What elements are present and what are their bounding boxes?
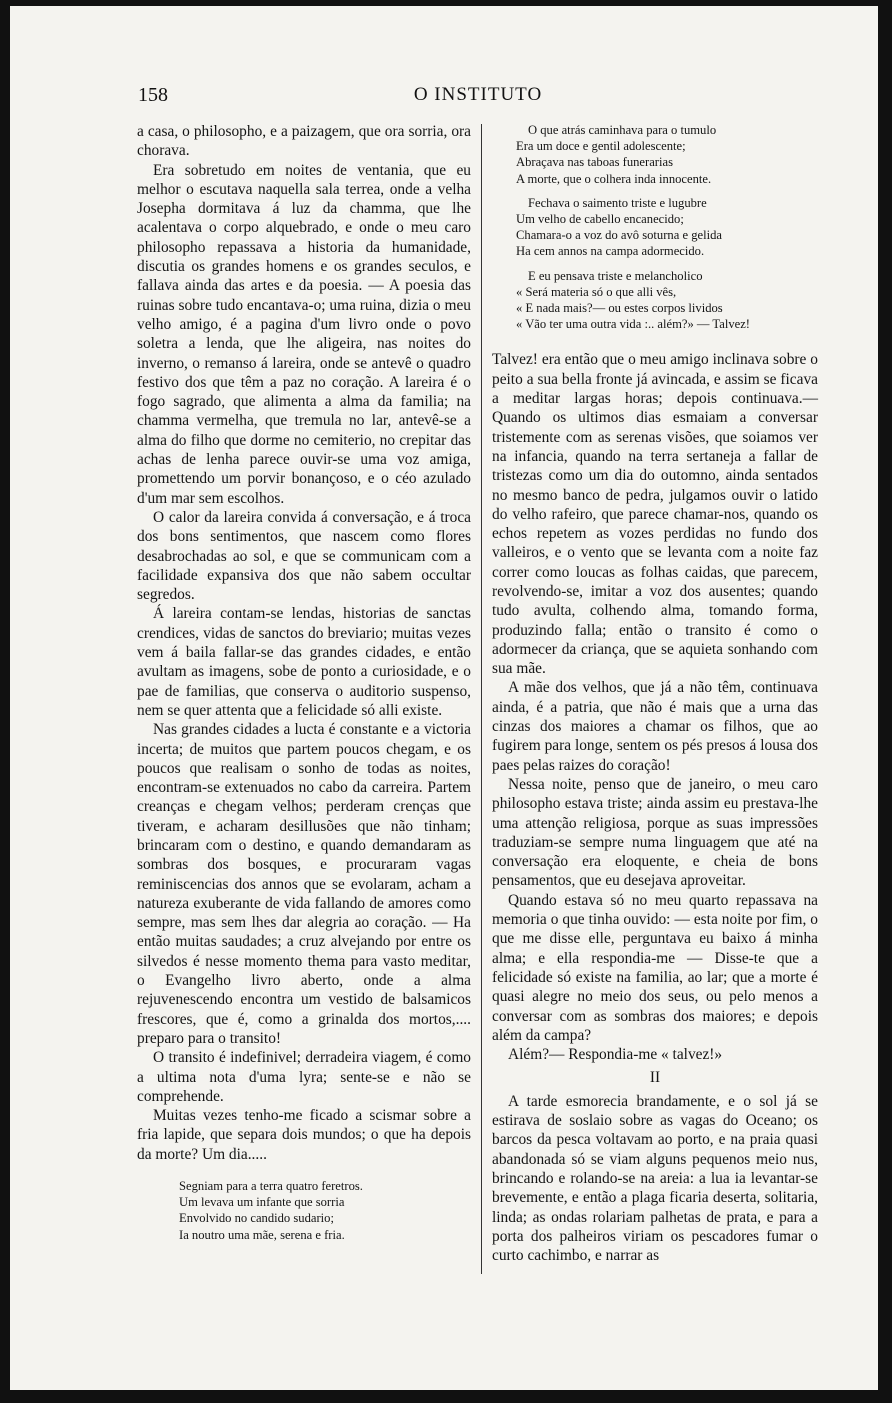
page-number: 158 (138, 84, 168, 106)
paragraph: O transito é indefinivel; derradeira viagem, é como a ultima nota d'uma lyra; sente-se e não se comprehende. (137, 1049, 471, 1105)
verse-line: E eu pensava triste e melancholico (528, 268, 703, 283)
verse-line: Ha cem annos na campa adormecido. (516, 244, 705, 259)
right-column (492, 122, 818, 1265)
column-divider (481, 124, 482, 1274)
document-page (10, 6, 878, 1390)
verse-line: O que atrás caminhava para o tumulo (528, 123, 717, 137)
verse-line: Um velho de cabello encanecido; (516, 212, 684, 227)
poem-stanza (179, 1178, 471, 1243)
verse-line: A morte, que o colhera inda innocente. (516, 171, 712, 186)
poem-stanza (516, 195, 818, 260)
poem-stanza (516, 122, 818, 187)
section-heading: II (649, 1069, 661, 1087)
paragraph: A mãe dos velhos, que já a não têm, continuava ainda, é a patria, que não é mais que a urna das cinzas dos maiores a chamar os filhos, que ao fugirem para longe, sentem os pés presos á lousa dos paes pelas raizes do coração! (492, 679, 818, 774)
poem-stanza (516, 268, 818, 333)
spacer (492, 340, 818, 350)
verse-line: Abraçava nas taboas funerarias (516, 155, 673, 170)
verse-line: Envolvido no candido sudario; (179, 1211, 334, 1226)
paragraph: Nessa noite, penso que de janeiro, o meu caro philosopho estava triste; ainda assim eu prestava-lhe uma attenção religiosa, porque as suas impressões traduziam-se sempre numa linguagem que até na conversação era eloquente, e cheia de bons pensamentos, que eu desejava aproveitar. (492, 775, 818, 890)
verse-line: « E nada mais?— ou estes corpos lividos (516, 301, 723, 316)
paragraph: Além?— Respondia-me « talvez!» (508, 1046, 723, 1064)
running-title: O INSTITUTO (413, 84, 543, 105)
left-column (137, 122, 471, 1243)
paragraph: Era sobretudo em noites de ventania, que eu melhor o escutava naquella sala terrea, onde a velha Josepha dormitava á luz da chamma, que lhe acalentava o corpo alquebrado, e onde o meu caro philosopho repassava a historia da humanidade, discutia os grandes homens e os grandes seculos, e fallava ainda das artes e da poesia. — A poesia das ruinas sobre tudo encantava-o; uma ruina, dizia o meu velho amigo, é a pagina d'um livro onde o povo soletra a lenda, que lhe aligeira, nas noites do inverno, o remanso á lareira, onde se antevê o quadro festivo dos que têm a paz no coração. A lareira é o fogo sagrado, que alimenta a alma da familia; na chamma vermelha, que tremula no lar, antevê-se a alma do filho que dorme no cemiterio, no crepitar das achas de lenha parece ouvir-se uma voz amiga, promettendo um porvir bonançoso, e o céo azulado d'um mar sem escolhos. (137, 161, 471, 507)
paragraph: Nas grandes cidades a lucta é constante e a victoria incerta; de muitos que partem poucos chegam, e os poucos que realisam o sonho de todas as noites, encontram-se extenuados no cabo da carreira. Partem creanças e chegam velhos; perderam crenças que tiveram, e acharam desillusões que não tinham; brincaram com o destino, e quando demandaram as sombras dos bosques, e procuraram vagas reminiscencias dos annos que se evolaram, acham a natureza exuberante de vida fallando de amores como sempre, mas sem lhes dar alegria ao coração. — Ha então muitas saudades; a cruz alvejando por entre os silvedos é nesse momento thema para vasto meditar, o Evangelho livro aberto, onde a alma rejuvenescendo encontra um vestido de balsamicos frescores, que é, como a grinalda dos mortos,.... preparo para o transito! (137, 721, 471, 1047)
verse-line: Um levava um infante que sorria (179, 1195, 345, 1210)
paragraph: A tarde esmorecia brandamente, e o sol já se estirava de soslaio sobre as vagas do Oceano; os barcos da pesca voltavam ao porto, e na praia quasi abandonada só se viam alguns pequenos meio nus, brincando e rolando-se na areia: a lua ia levantar-se brevemente, e então a plaga ficaria deserta, solitaria, linda; as ondas rolariam palhetas de prata, e para a porta dos palheiros viriam os pescadores fumar o curto cachimbo, e narrar as (492, 1092, 818, 1265)
paragraph: a casa, o philosopho, e a paizagem, que ora sorria, ora chorava. (137, 123, 471, 160)
paragraph: Á lareira contam-se lendas, historias de sanctas crendices, vidas de sanctos do breviario; muitas vezes vem á baila fallar-se das grandes cidades, e então avultam as imagens, sobe de ponto a curiosidade, e o pae de familias, que conserva o auditorio suspenso, nem se quer attenta que a felicidade só alli existe. (137, 605, 471, 719)
paragraph: Talvez! era então que o meu amigo inclinava sobre o peito a sua bella fronte já avincada, e assim se ficava a meditar largas horas; depois continuava.— Quando os ultimos dias esmaiam a conversar tristemente com as serenas visões, que soiamos ver na infancia, quando na terra sertaneja a fallar de tristezas como um dia do outomno, ainda sentados no mesmo banco de pedra, julgamos ouvir o latido do velho rafeiro, que parece chamar-nos, quando os echos repetem as vozes perdidas no fundo dos valleiros, e o vento que se levanta com a noite faz correr como loucas as folhas caidas, que parecem, revolvendo-se, imitar a voz dos ausentes; quando tudo avulta, colhendo alma, tomando forma, produzindo falla; então o transito é como o adormecer da criança, que se aquieta sonhando com sua mãe. (492, 351, 818, 678)
verse-line: Ia noutro uma mãe, serena e fria. (179, 1227, 345, 1242)
verse-line: Segniam para a terra quatro feretros. (179, 1179, 363, 1194)
verse-line: « Será materia só o que alli vês, (516, 284, 677, 299)
paragraph: O calor da lareira convida á conversação, e á troca dos bons sentimentos, que nascem como flores desabrochadas ao sol, e que se communicam com a facilidade expansiva dos que não sabem occultar segredos. (137, 508, 471, 604)
paragraph: Quando estava só no meu quarto repassava na memoria o que tinha ouvido: — esta noite por fim, o que me disse elle, perguntava eu baixo á minha alma; e ella respondia-me — Disse-te que a felicidade só existe na familia, ao lar; que a morte é quasi alegre no meio dos seus, ou pelo menos a conversar com as sombras dos maiores; e depois além da campa? (492, 891, 818, 1044)
verse-line: Chamara-o a voz do avô soturna e gelida (516, 228, 722, 243)
paragraph: Muitas vezes tenho-me ficado a scismar sobre a fria lapide, que separa dois mundos; o que ha depois da morte? Um dia..... (137, 1107, 471, 1163)
verse-line: Fechava o saimento triste e lugubre (528, 195, 707, 210)
page-header (138, 84, 818, 114)
verse-line: Era um doce e gentil adolescente; (516, 139, 686, 154)
verse-line: « Vão ter uma outra vida :.. além?» — Talvez! (516, 317, 751, 332)
